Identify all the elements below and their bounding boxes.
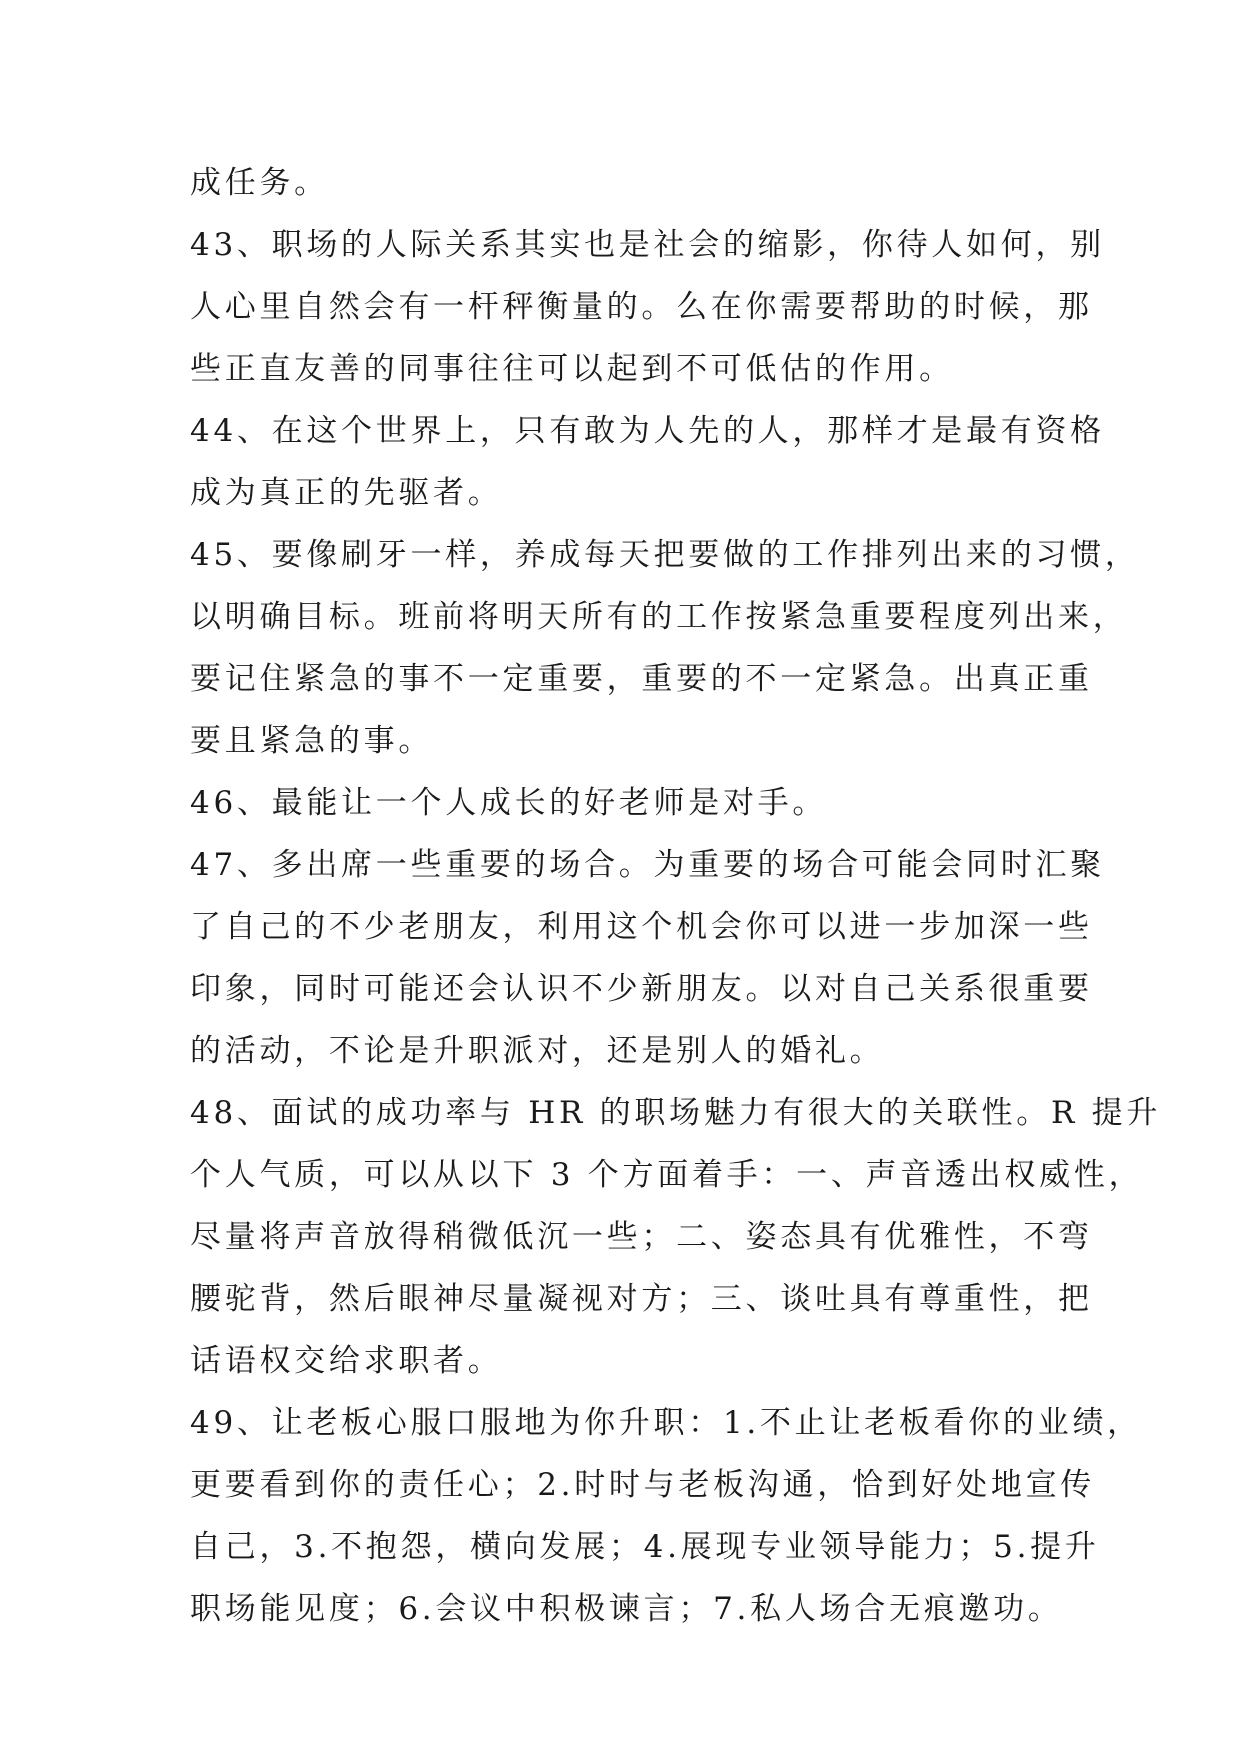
text-line: 成任务。	[190, 165, 329, 201]
text-line: 自己，3.不抱怨，横向发展；4.展现专业领导能力；5.提升	[190, 1529, 1100, 1565]
text-line: 43、职场的人际关系其实也是社会的缩影，你待人如何，别	[190, 227, 1105, 263]
text-line: 话语权交给求职者。	[190, 1343, 503, 1379]
text-line: 更要看到你的责任心；2.时时与老板沟通，恰到好处地宣传	[190, 1467, 1096, 1503]
text-line: 要且紧急的事。	[190, 723, 434, 759]
text-line: 个人气质，可以从以下 3 个方面着手：一、声音透出权威性，	[190, 1157, 1144, 1193]
document-body	[190, 152, 1162, 1640]
text-line: 的活动，不论是升职派对，还是别人的婚礼。	[190, 1033, 885, 1069]
text-line: 以明确目标。班前将明天所有的工作按紧急重要程度列出来，	[190, 599, 1128, 635]
text-line: 了自己的不少老朋友，利用这个机会你可以进一步加深一些	[190, 909, 1093, 945]
text-line: 职场能见度；6.会议中积极谏言；7.私人场合无痕邀功。	[190, 1591, 1063, 1627]
text-line: 48、面试的成功率与 HR 的职场魅力有很大的关联性。R 提升	[190, 1095, 1162, 1131]
text-line: 46、最能让一个人成长的好老师是对手。	[190, 785, 828, 821]
text-line: 人心里自然会有一杆秤衡量的。么在你需要帮助的时候，那	[190, 289, 1093, 325]
text-line: 成为真正的先驱者。	[190, 475, 503, 511]
text-line: 些正直友善的同事往往可以起到不可低估的作用。	[190, 351, 954, 387]
text-line: 49、让老板心服口服地为你升职：1.不止让老板看你的业绩，	[190, 1405, 1142, 1441]
text-line: 44、在这个世界上，只有敢为人先的人，那样才是最有资格	[190, 413, 1105, 449]
text-line: 要记住紧急的事不一定重要，重要的不一定紧急。出真正重	[190, 661, 1093, 697]
text-line: 印象，同时可能还会认识不少新朋友。以对自己关系很重要	[190, 971, 1093, 1007]
text-line: 尽量将声音放得稍微低沉一些；二、姿态具有优雅性，不弯	[190, 1219, 1093, 1255]
text-line: 腰驼背，然后眼神尽量凝视对方；三、谈吐具有尊重性，把	[190, 1281, 1093, 1317]
text-line: 45、要像刷牙一样，养成每天把要做的工作排列出来的习惯，	[190, 537, 1140, 573]
text-line: 47、多出席一些重要的场合。为重要的场合可能会同时汇聚	[190, 847, 1105, 883]
